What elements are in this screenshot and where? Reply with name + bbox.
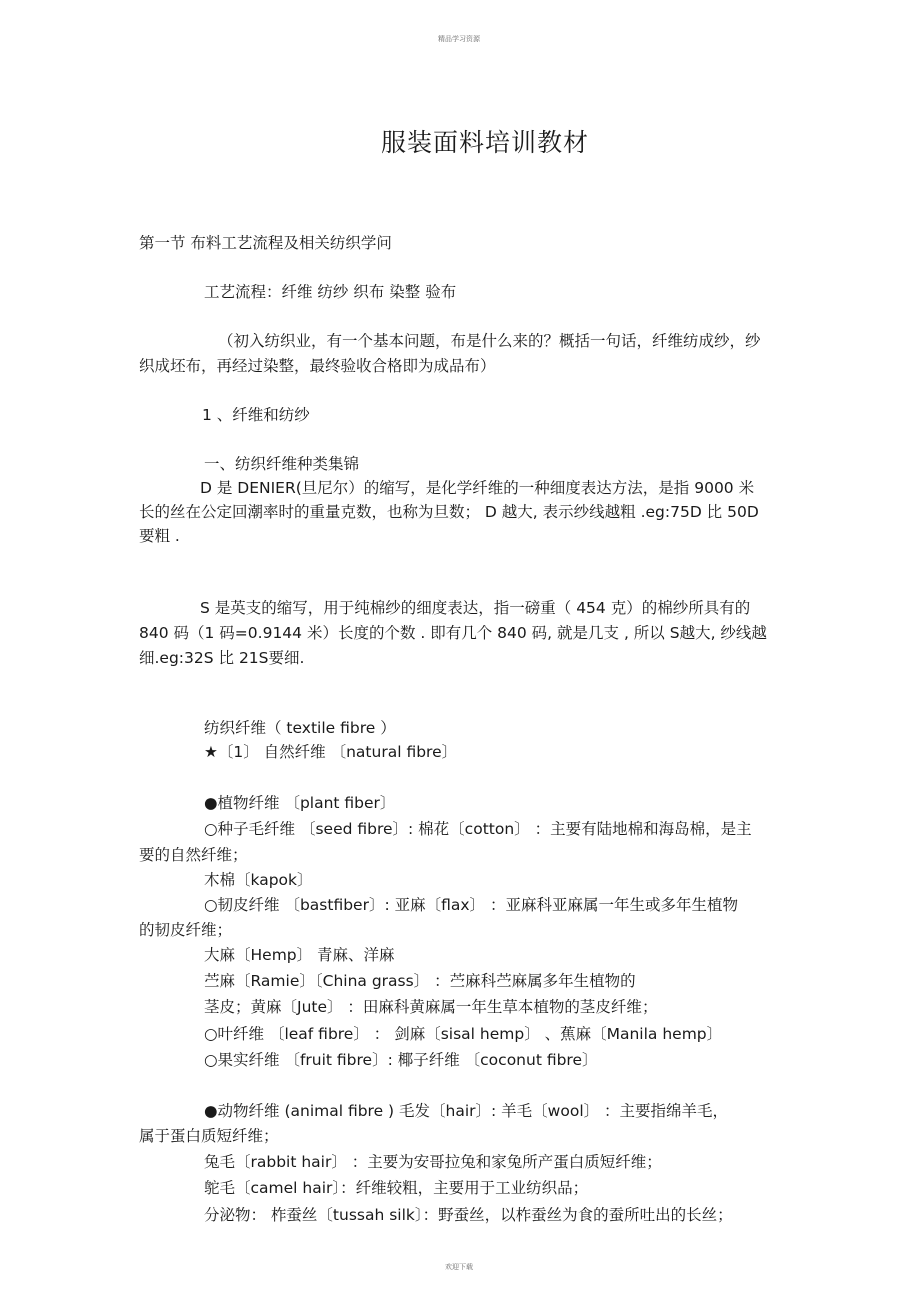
- fibre-line: 大麻〔Hemp〕 青麻、洋麻: [204, 946, 395, 964]
- fibre-line: ○叶纤维 〔leaf fibre〕 ： 剑麻〔sisal hemp〕 、蕉麻〔Manila hemp〕: [204, 1025, 723, 1043]
- fibre-line: ★〔1〕 自然纤维 〔natural fibre〕: [204, 743, 458, 761]
- fibre-line: 兔毛〔rabbit hair〕 ：主要为安哥拉兔和家兔所产蛋白质短纤维；: [204, 1153, 662, 1171]
- fibre-line: 属于蛋白质短纤维；: [139, 1127, 279, 1145]
- fibre-line: ○果实纤维 〔fruit fibre〕: 椰子纤维 〔coconut fibre〕: [204, 1051, 598, 1069]
- item-1-heading: 1 、纤维和纺纱: [202, 406, 310, 424]
- count-line-3: 细.eg:32S 比 21S要细.: [139, 649, 305, 667]
- fibre-line: 分泌物： 柞蚕丝〔tussah silk〕：野蚕丝，以柞蚕丝为食的蚕所吐出的长丝；: [204, 1206, 733, 1224]
- document-title: 服装面料培训教材: [381, 128, 590, 157]
- fibre-line: 要的自然纤维；: [139, 846, 248, 864]
- fibre-line: 木棉〔kapok〕: [204, 871, 313, 889]
- fibre-line: ○种子毛纤维 〔seed fibre〕: 棉花〔cotton〕 ：主要有陆地棉和海岛棉，是主: [204, 820, 752, 838]
- intro-line-1: （初入纺织业，有一个基本问题，布是什么来的？概括一句话，纤维纺成纱，纱: [218, 332, 761, 350]
- page-header: 精品学习资源: [438, 35, 480, 43]
- count-line-2: 840 码（1 码=0.9144 米）长度的个数 . 即有几个 840 码, 就是几支 , 所以 S越大, 纱线越: [139, 624, 767, 642]
- section-heading: 第一节 布料工艺流程及相关纺织学问: [139, 234, 392, 252]
- fibre-line: ●植物纤维 〔plant fiber〕: [204, 794, 396, 812]
- denier-line-2: 长的丝在公定回潮率时的重量克数，也称为旦数； D 越大, 表示纱线越粗 .eg:75D 比 50D: [139, 503, 759, 521]
- fibre-line: ○韧皮纤维 〔bastfiber〕: 亚麻〔flax〕 ：亚麻科亚麻属一年生或多年生植物: [204, 896, 738, 914]
- subheading-fibre-types: 一、纺织纤维种类集锦: [204, 455, 360, 473]
- fibre-line: ●动物纤维 (animal fibre ) 毛发〔hair〕: 羊毛〔wool〕 ：主要指绵羊毛，: [204, 1102, 729, 1120]
- denier-line-1: D 是 DENIER(旦尼尔）的缩写，是化学纤维的一种细度表达方法，是指 9000 米: [200, 479, 755, 497]
- fibre-line: 苎麻〔Ramie〕〔China grass〕 ：苎麻科苎麻属多年生植物的: [204, 972, 636, 990]
- page-footer: 欢迎下载: [445, 1263, 473, 1271]
- fibre-line: 的韧皮纤维；: [139, 921, 233, 939]
- process-line: 工艺流程：纤维 纺纱 织布 染整 验布: [204, 283, 457, 301]
- intro-line-2: 织成坯布，再经过染整，最终验收合格即为成品布）: [139, 357, 496, 375]
- fibre-line: 鸵毛〔camel hair〕：纤维较粗，主要用于工业纺织品；: [204, 1179, 589, 1197]
- count-line-1: S 是英支的缩写，用于纯棉纱的细度表达，指一磅重（ 454 克）的棉纱所具有的: [200, 599, 751, 617]
- fibre-line: 茎皮；黄麻〔Jute〕 ：田麻科黄麻属一年生草本植物的茎皮纤维；: [204, 998, 658, 1016]
- fibre-line: 纺织纤维（ textile fibre ）: [204, 719, 396, 737]
- denier-line-3: 要粗 .: [139, 527, 180, 545]
